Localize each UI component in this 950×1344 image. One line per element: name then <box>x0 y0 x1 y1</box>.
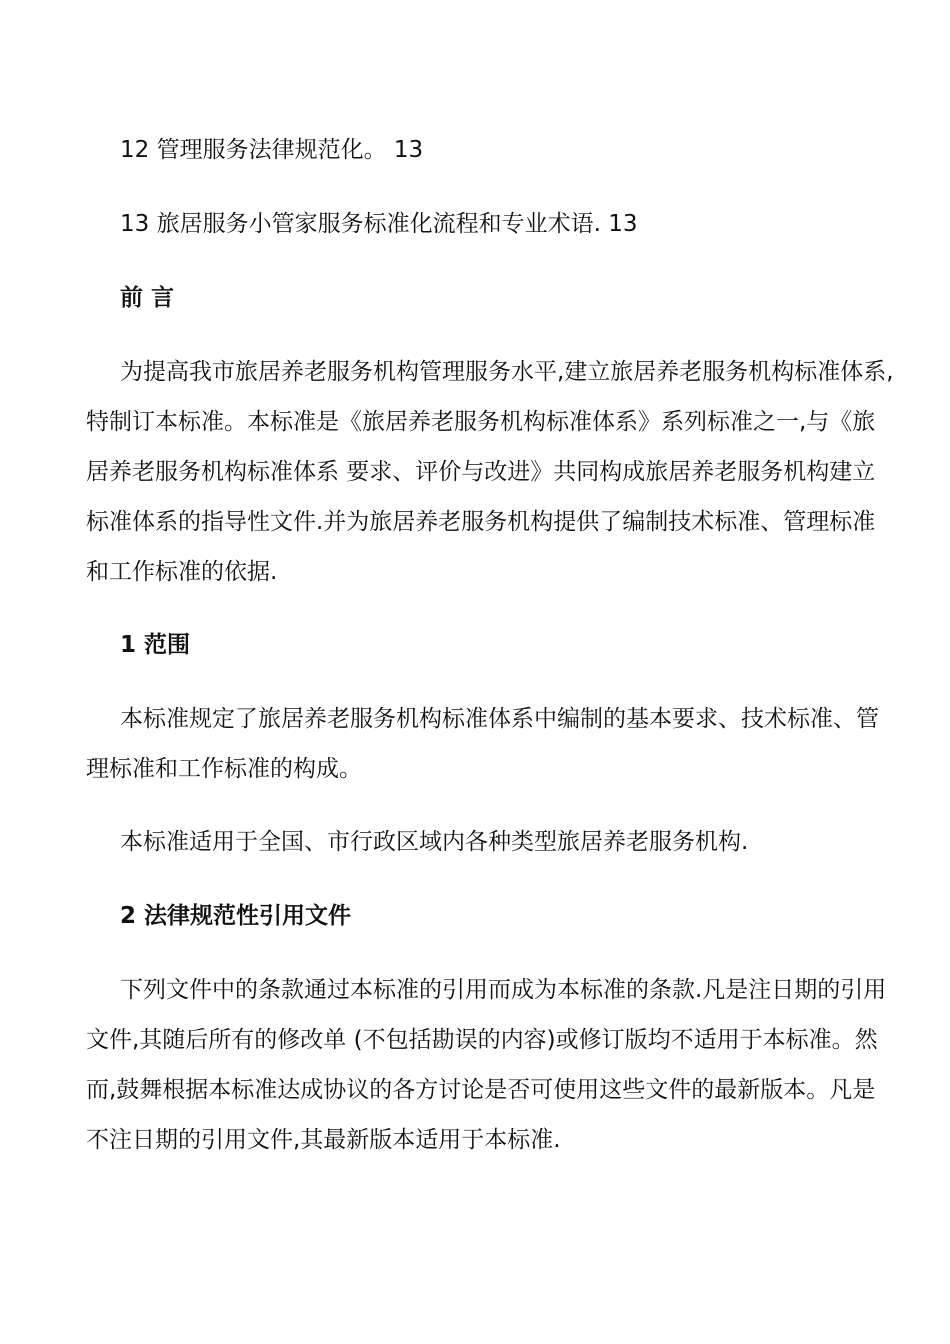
preface-line-3: 居养老服务机构标准体系 要求、评价与改进》共同构成旅居养老服务机构建立 <box>86 459 876 485</box>
preface-line-2: 特制订本标准。本标准是《旅居养老服务机构标准体系》系列标准之一,与《旅 <box>86 409 876 435</box>
section-1-para1-line-1: 本标准规定了旅居养老服务机构标准体系中编制的基本要求、技术标准、管 <box>120 706 879 732</box>
section-1-para1-line-2: 理标准和工作标准的构成。 <box>86 756 362 782</box>
preface-line-1: 为提高我市旅居养老服务机构管理服务水平,建立旅居养老服务机构标准体系, <box>120 359 894 385</box>
section-1-para2: 本标准适用于全国、市行政区域内各种类型旅居养老服务机构. <box>120 829 749 855</box>
toc-item-12[interactable]: 12 管理服务法律规范化。 13 <box>120 137 424 163</box>
section-2-line-2: 文件,其随后所有的修改单 (不包括勘误的内容)或修订版均不适用于本标准。然 <box>86 1027 878 1053</box>
toc-item-13[interactable]: 13 旅居服务小管家服务标准化流程和专业术语. 13 <box>120 211 638 237</box>
preface-heading: 前 言 <box>120 285 175 311</box>
preface-line-5: 和工作标准的依据. <box>86 559 278 585</box>
section-2-line-1: 下列文件中的条款通过本标准的引用而成为本标准的条款.凡是注日期的引用 <box>120 977 887 1003</box>
preface-line-4: 标准体系的指导性文件.并为旅居养老服务机构提供了编制技术标准、管理标准 <box>86 509 876 535</box>
section-2-heading: 2 法律规范性引用文件 <box>120 903 352 929</box>
section-1-heading: 1 范围 <box>120 632 191 658</box>
section-2-line-3: 而,鼓舞根据本标准达成协议的各方讨论是否可使用这些文件的最新版本。凡是 <box>86 1077 876 1103</box>
section-2-line-4: 不注日期的引用文件,其最新版本适用于本标准. <box>86 1127 561 1153</box>
